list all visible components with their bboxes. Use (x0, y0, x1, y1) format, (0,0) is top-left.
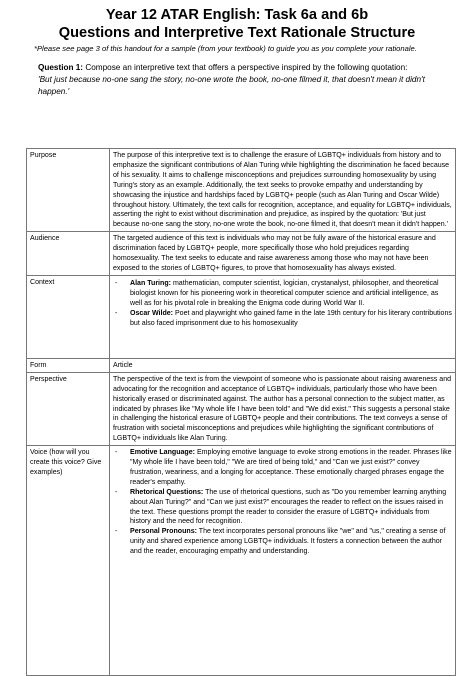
row-content-perspective (110, 372, 456, 445)
row-label-context: Context (27, 275, 110, 358)
row-content-audience (110, 232, 456, 276)
row-label-purpose: Purpose (27, 149, 110, 232)
list-item (113, 279, 452, 309)
rationale-table (26, 148, 456, 676)
bullet-body: The use of rhetorical questions, such as "Do you remember learning anything about Alan Turing?" and "Can we just exist?" encourages the reader to reflect on the issues raised in the text. These questions prompt the reader to consider the erasure of LGBTQ+ individuals from history and the need for recognition. (130, 488, 447, 526)
title-line-2: Questions and Interpretive Text Rationale Structure (58, 25, 416, 41)
bullet-term: Oscar Wilde: (130, 309, 174, 317)
row-content-purpose (110, 149, 456, 232)
question-block (38, 62, 458, 98)
bullet-dash: - (115, 528, 118, 536)
row-label-audience: Audience (27, 232, 110, 276)
table-row-form (27, 358, 456, 372)
table-row-context (27, 275, 456, 358)
list-item (113, 488, 452, 528)
bullet-body: mathematician, computer scientist, logician, crystanalyst, philosopher, and theoretical biologist known for his pioneering work in theoretical computer science and artificial intelligence, as well as for his pivotal role in breaking the Enigma code during World War II. (130, 279, 439, 307)
row-label-perspective: Perspective (27, 372, 110, 445)
bullet-text (130, 448, 452, 488)
bullet-term: Alan Turing: (130, 279, 171, 287)
bullet-body: The text incorporates personal pronouns like "we" and "us," creating a sense of unity and shared experience among LGBTQ+ individuals. It fosters a connection between the author and the reader, encouraging empathy and understanding. (130, 528, 446, 556)
bullet-body: Employing emotive language to evoke strong emotions in the reader. Phrases like "My whole life I have been told," "We are tired of being told," and "Can we just exist?" convey frustration, weariness, and a longing for acceptance. These emotionally charged phrases engage the reader's empathy. (130, 449, 452, 486)
question-label: Question 1: (38, 63, 84, 72)
form-text: Article (113, 361, 133, 369)
bullet-text (130, 309, 452, 329)
bullet-text (130, 527, 452, 557)
row-content-context (110, 275, 456, 358)
audience-text: The targeted audience of this text is individuals who may not be fully aware of the historical erasure and discrimination faced by LGBTQ+ people, more specifically those who hold prejudices regarding homosexuality. The text seeks to educate and raise awareness among those who may not have been exposed to the stories of LGBTQ+ figures, to prove that homosexuality has always existed. (113, 235, 436, 272)
row-label-form: Form (27, 358, 110, 372)
bullet-dash: - (115, 279, 118, 287)
row-content-form (110, 358, 456, 372)
list-item (113, 527, 452, 557)
bullet-dash: - (115, 449, 118, 457)
handout-note: *Please see page 3 of this handout for a sample (from your textbook) to guide you as you complete your rationale. (34, 44, 417, 53)
bullet-dash: - (115, 309, 118, 317)
page-title (26, 0, 448, 42)
title-line-1: Year 12 ATAR English: Task 6a and 6b (105, 7, 369, 23)
perspective-text: The perspective of the text is from the viewpoint of someone who is passionate about raising awareness and advocating for the recognition and acceptance of LGBTQ+ individuals, particularly those who have been historically erased or discriminated against. The author has a personal connection to the subject matter, as indicated by phrases like "My whole life I have been told" and "We did exist." This suggests a personal stake in challenging the historical erasure of LGBTQ+ people and their contributions. The text conveys a sense of frustration with societal misconceptions and prejudices while highlighting the significant contributions of LGBTQ+ individuals like Alan Turing. (113, 375, 452, 443)
bullet-text (130, 488, 452, 528)
bullet-text (130, 279, 452, 309)
row-content-voice (110, 446, 456, 676)
bullet-body: Poet and playwright who gained fame in the late 19th century for his literary contributions but also faced imprisonment due to his homosexuality (130, 309, 452, 327)
table-row-audience (27, 232, 456, 276)
bullet-term: Personal Pronouns: (130, 528, 197, 536)
bullet-term: Emotive Language: (130, 449, 195, 457)
list-item (113, 309, 452, 329)
table-row-purpose (27, 149, 456, 232)
table-row-voice (27, 446, 456, 676)
purpose-text: The purpose of this interpretive text is to challenge the erasure of LGBTQ+ individuals from history and to emphasize the significant contributions of Alan Turing while highlighting the discrimination he faced because of his sexuality. It aims to challenge misconceptions and prejudices surrounding homosexuality by using Turing's story as an example. Additionally, the text seeks to provoke empathy and understanding by showcasing the injustice and hardships faced by LGBTQ+ people (such as Alan Turing and Oscar Wilde) throughout history. Ultimately, the text calls for recognition, acceptance, and equality for LGBTQ+ individuals, asserting the right to exist without discrimination and prejudice, as inspired by the quotation: 'But just because no-one sang the story, no-one wrote the book, no-one filmed it, that doesn't mean it didn't happen.' (113, 152, 452, 229)
question-quote: 'But just because no-one sang the story, no-one wrote the book, no-one filmed it, that doesn't mean it didn't happen.' (38, 75, 425, 96)
question-prompt: Compose an interpretive text that offers a perspective inspired by the following quotation: (83, 63, 408, 72)
bullet-term: Rhetorical Questions: (130, 488, 204, 496)
list-item (113, 448, 452, 488)
table-row-perspective (27, 372, 456, 445)
bullet-dash: - (115, 488, 118, 496)
row-label-voice: Voice (how will you create this voice? Give examples) (27, 446, 110, 676)
